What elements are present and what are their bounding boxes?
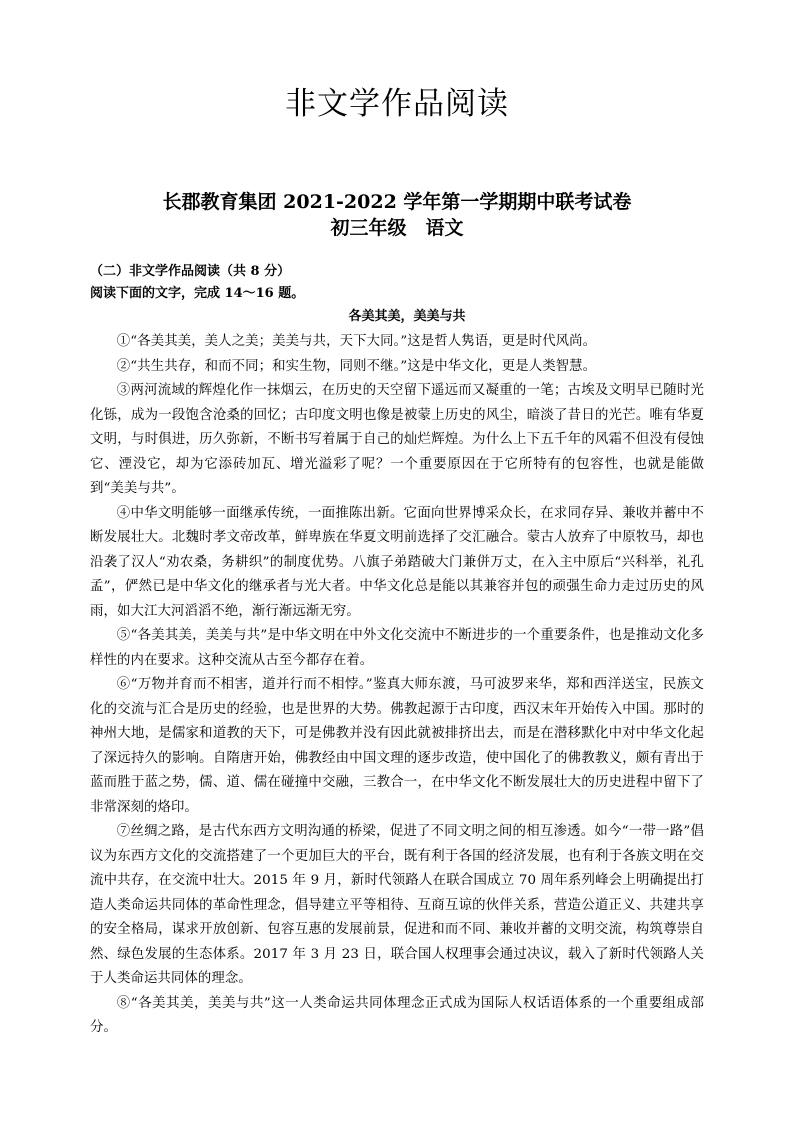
section-heading: （二）非文学作品阅读（共 8 分） [90,264,291,279]
reading-instruction: 阅读下面的文字，完成 14～16 题。 [90,286,305,301]
article-body [90,330,704,1041]
paragraph-6: ⑥“万物并育而不相害，道并行而不相悖。”鉴真大师东渡，马可波罗来华，郑和西洋送宝，民族文化的交流与汇合是历史的经验，也是世界的大势。佛教起源于古印度，西汉末年开始传入中国。那时的神州大地，是儒家和道教的天下，可是佛教并没有因此就被排挤出去，而是在潜移默化中对中华文化起了深远持久的影响。自隋唐开始，佛教经由中国文理的逐步改造，使中国化了的佛教教义，颇有青出于蓝而胜于蓝之势，儒、道、儒在碰撞中交融，三教合一，在中华文化不断发展壮大的历史进程中留下了非常深刻的烙印。 [90,677,704,815]
paragraph-1: ①“各美其美，美人之美；美美与共，天下大同。”这是哲人隽语，更是时代风尚。 [116,334,597,349]
exam-title [0,189,794,241]
paragraph-7: ⑦丝绸之路，是古代东西方文明沟通的桥梁，促进了不同文明之间的相互渗透。如今“一带一路”倡议为东西方文化的交流搭建了一个更加巨大的平台，既有利于各国的经济发展，也有利于各族文明在交流中共存，在交流中壮大。2015 年 9 月，新时代领路人在联合国成立 70 周年系列峰会上明确提出打造人类命运共同体的革命性理念，倡导建立平等相待、互商互谅的伙伴关系，营造公道正义、共建共享的安全格局，谋求开放创新、包容互惠的发展前景，促进和而不同、兼收并蓄的文明交流，构筑尊崇自然、绿色发展的生态体系。2017 年 3 月 23 日，联合国人权理事会通过决议，载入了新时代领路人关于人类命运共同体的理念。 [90,824,704,986]
article-title: 各美其美，美美与共 [348,309,466,324]
paragraph-5: ⑤“各美其美，美美与共”是中华文明在中外文化交流中不断进步的一个重要条件，也是推动文化多样性的内在要求。这种交流从古至今都存在着。 [90,628,704,668]
exam-title-line-1: 长郡教育集团 2021-2022 学年第一学期期中联考试卷 [162,191,632,213]
exam-title-line-2: 初三年级 语文 [330,217,464,239]
paragraph-8: ⑧“各美其美，美美与共”这一人类命运共同体理念正式成为国际人权话语体系的一个重要组成部分。 [90,995,704,1035]
paragraph-4: ④中华文明能够一面继承传统，一面推陈出新。它面向世界博采众长，在求同存异、兼收并蓄中不断发展壮大。北魏时孝文帝改革，鲜卑族在华夏文明前选择了交汇融合。蒙古人放弃了中原牧马，却也沿袭了汉人“劝农桑，务耕织”的制度优势。八旗子弟踏破大门兼併万丈，在入主中原后“兴科举，礼孔孟”，俨然已是中华文化的继承者与光大者。中华文化总是能以其兼容并包的顽强生命力走过历史的风雨，如大江大河滔滔不绝，渐行渐远渐无穷。 [90,505,704,619]
page-title: 非文学作品阅读 [285,86,509,122]
paragraph-3: ③两河流域的辉煌化作一抹烟云，在历史的天空留下遥远而又凝重的一笔；古埃及文明早已随时光化铄，成为一段饱含沧桑的回忆；古印度文明也像是被蒙上历史的风尘，暗淡了昔日的光芒。唯有华夏文明，与时俱进，历久弥新，不断书写着属于自己的灿烂辉煌。为什么上下五千年的风霜不但没有侵蚀它、湮没它，却为它添砖加瓦、增光溢彩了呢？一个重要原因在于它所特有的包容性，也就是能做到“美美与共”。 [90,383,704,496]
paragraph-2: ②“共生共存，和而不同；和实生物，同则不继。”这是中华文化，更是人类智慧。 [116,358,597,374]
